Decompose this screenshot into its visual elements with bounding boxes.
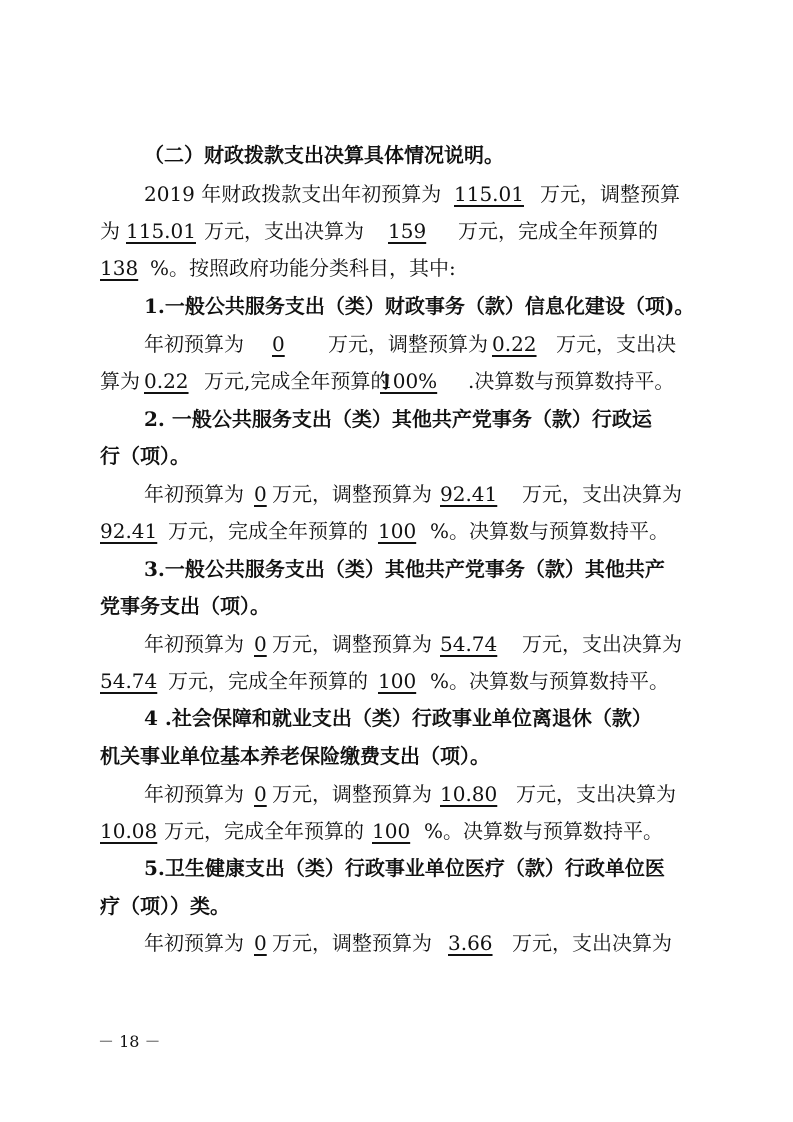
section-heading: （二）财政拨款支出决算具体情况说明。 xyxy=(144,143,504,167)
item-1-line-2: 算为 0.22 万元,完成全年预算的 100% .决算数与预算数持平。 xyxy=(100,369,675,393)
item-4-title-cont: 机关事业单位基本养老保险缴费支出（项）。 xyxy=(100,744,490,768)
item-3-title: 3.一般公共服务支出（类）其他共产党事务（款）其他共产 xyxy=(144,557,665,581)
item-4-line-1: 年初预算为 0 万元，调整预算为 10.80 万元，支出决算为 xyxy=(144,782,676,806)
intro-line-2: 为 115.01 万元，支出决算为 159 万元，完成全年预算的 xyxy=(0,211,793,251)
adjusted-budget-value: 115.01 xyxy=(126,219,196,243)
item-3-line-2: 54.74 万元，完成全年预算的 100 %。决算数与预算数持平。 xyxy=(100,669,670,693)
page-number: － 18 － xyxy=(98,1032,161,1051)
item-4-title: 4 .社会保障和就业支出（类）行政事业单位离退休（款） xyxy=(144,706,652,730)
item-5-title: 5.卫生健康支出（类）行政事业单位医疗（款）行政单位医 xyxy=(144,856,665,880)
item-2-title-cont: 行（项）。 xyxy=(100,444,190,468)
intro-line-3: 138 %。按照政府功能分类科目，其中: xyxy=(0,248,793,288)
item-5-line-1: 年初预算为 0 万元，调整预算为 3.66 万元，支出决算为 xyxy=(144,931,672,955)
item-2-line-1: 年初预算为 0 万元，调整预算为 92.41 万元，支出决算为 xyxy=(144,482,682,506)
final-expenditure-value: 159 xyxy=(388,219,427,243)
item-4-line-2: 10.08 万元，完成全年预算的 100 %。决算数与预算数持平。 xyxy=(100,819,664,843)
item-3-title-cont: 党事务支出（项）。 xyxy=(100,594,270,618)
intro-line-1: 2019 年财政拨款支出年初预算为 115.01 万元，调整预算 xyxy=(0,174,793,214)
item-1-title: 1.一般公共服务支出（类）财政事务（款）信息化建设（项)。 xyxy=(144,294,695,318)
item-5-title-cont: 疗（项））类。 xyxy=(100,894,230,918)
initial-budget-value: 115.01 xyxy=(454,182,524,206)
item-2-title: 2. 一般公共服务支出（类）其他共产党事务（款）行政运 xyxy=(144,407,652,431)
completion-rate-value: 138 xyxy=(100,256,139,280)
item-1-line-1: 年初预算为 0 万元，调整预算为 0.22 万元，支出决 xyxy=(144,332,676,356)
item-3-line-1: 年初预算为 0 万元，调整预算为 54.74 万元，支出决算为 xyxy=(144,632,682,656)
item-2-line-2: 92.41 万元，完成全年预算的 100 %。决算数与预算数持平。 xyxy=(100,519,670,543)
